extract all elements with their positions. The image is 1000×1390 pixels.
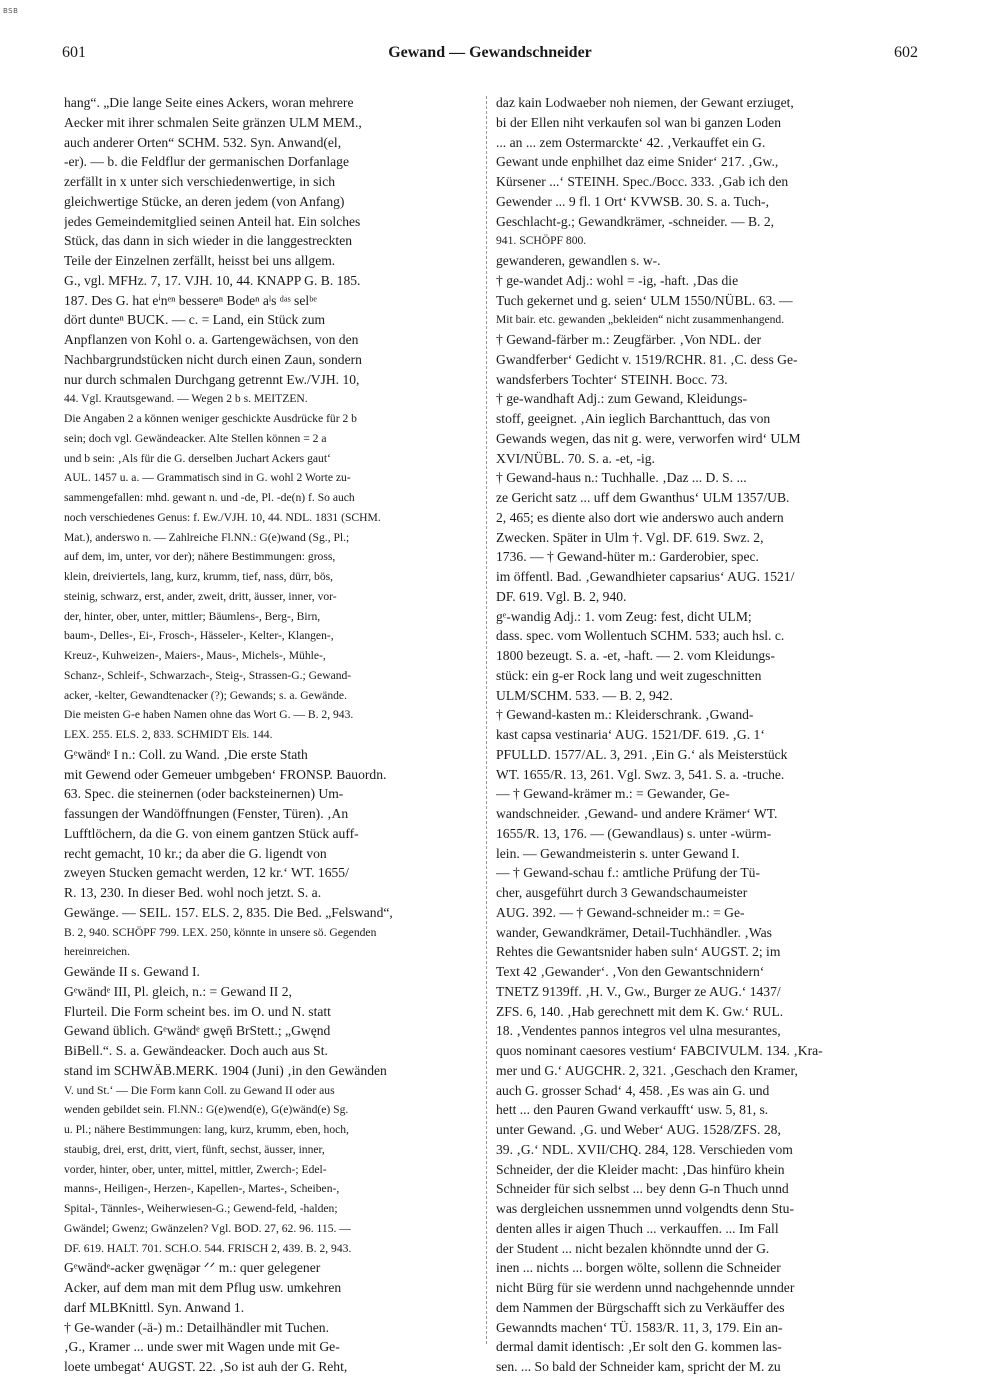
text-line: zweyen Stucken gemacht werden, 12 kr.‘ WT. 1655/: [64, 865, 349, 881]
text-line: 187. Des G. hat eⁱnᵉⁿ bessereⁿ Bodeⁿ aˡs ᵈᵃˢ selᵇᵉ: [64, 292, 317, 308]
text-line: fassungen der Wandöffnungen (Fenster, Türen). ‚An: [64, 806, 349, 821]
text-line: inen ... nichts ... borgen wölte, sollenn die Schneider: [496, 1260, 781, 1276]
text-line: 2, 465; es diente also dort wie anderswo auch andern: [496, 509, 784, 525]
text-line: Gewanndts machen‘ TÜ. 1583/R. 11, 3, 179. Ein an-: [496, 1319, 783, 1335]
text-line: stück: ein g-er Rock lang und weit zugeschnitten: [496, 667, 762, 683]
text-line: Text 42 ‚Gewander‘. ‚Von den Gewantschnidern‘: [496, 964, 765, 979]
text-line: vorder, hinter, ober, unter, mittel, mittler, Zwerch-; Edel-: [64, 1162, 327, 1176]
text-line: zerfällt in x unter sich verschiedenwertige, in sich: [64, 174, 336, 189]
text-line: hett ... den Pauren Gwand verkaufft‘ usw. 5, 81, s.: [496, 1102, 769, 1118]
text-line: was dergleichen ussnemmen unnd volgendts denn Stu-: [496, 1201, 795, 1216]
text-line: loete umbegat‘ AUGST. 22. ‚So ist auh der G. Reht,: [64, 1359, 348, 1374]
text-line: B. 2, 940. SCHÖPF 799. LEX. 250, könnte in unsere sö. Gegenden: [64, 925, 377, 939]
text-line: Stück, das dann in sich wieder in die langgestreckten: [64, 233, 353, 249]
text-line: daz kain Lodwaeber noh niemen, der Gewant erziuget,: [496, 95, 794, 110]
text-line: bi der Ellen niht verkaufen sol wan bi ganzen Loden: [496, 114, 781, 130]
text-line: denten alles ir aigen Thuch ... verkauffen. ... Im Fall: [496, 1220, 779, 1236]
text-line: Gewänge. — SEIL. 157. ELS. 2, 835. Die Bed. „Felswand“,: [64, 904, 393, 920]
text-line: WT. 1655/R. 13, 261. Vgl. Swz. 3, 541. S. a. -truche.: [496, 766, 785, 782]
text-line: dem Nammen der Bürgschafft sich zu Verkäuffer des: [496, 1299, 785, 1315]
text-line: AUL. 1457 u. a. — Grammatisch sind in G. wohl 2 Worte zu-: [64, 471, 351, 485]
text-line: gewanderen, gewandlen s. w-.: [496, 253, 661, 268]
text-line: cher, ausgeführt durch 3 Gewandschaumeister: [496, 885, 748, 900]
text-line: Mit bair. etc. gewanden „bekleiden“ nicht zusammenhangend.: [496, 313, 785, 327]
text-line: im öffentl. Bad. ‚Gewandhieter capsarius‘ AUG. 1521/: [496, 569, 795, 584]
text-line: Gᵉwändᵉ III, Pl. gleich, n.: = Gewand II 2,: [64, 983, 292, 999]
text-line: Gᵉwändᵉ I n.: Coll. zu Wand. ‚Die erste Stath: [64, 746, 308, 762]
left-column: [64, 93, 482, 1377]
text-line: quos nominant caesores vestium‘ FABCIVULM. 134. ‚Kra-: [496, 1043, 823, 1058]
text-line: V. und St.‘ — Die Form kann Coll. zu Gewand II oder aus: [64, 1083, 335, 1097]
text-line: u. Pl.; nähere Bestimmungen: lang, kurz, krumm, eben, hoch,: [64, 1123, 349, 1136]
text-line: jedes Gemeindemitglied seinen Anteil hat. Ein solches: [64, 213, 361, 229]
text-line: Schneider für sich selbst ... bey denn G-n Thuch unnd: [496, 1181, 789, 1197]
text-line: stand im SCHWÄB.MERK. 1904 (Juni) ‚in den Gewänden: [64, 1062, 387, 1078]
text-line: Spital-, Tännles-, Weiherwiesen-G.; Gewend-feld, -halden;: [64, 1202, 338, 1215]
text-line: dört dunteⁿ BUCK. — c. = Land, ein Stück zum: [64, 312, 326, 328]
page-number-left: 601: [62, 44, 86, 61]
text-line: klein, dreiviertels, lang, kurz, krumm, tief, nass, dürr, bös,: [64, 570, 334, 583]
text-line: 1736. — † Gewand-hüter m.: Garderobier, spec.: [496, 549, 759, 565]
text-line: Kreuz-, Kuhweizen-, Maiers-, Maus-, Michels-, Mühle-,: [64, 649, 326, 662]
text-line: R. 13, 230. In dieser Bed. wohl noch jetzt. S. a.: [64, 885, 322, 900]
text-line: der Student ... nicht bezalen khönndte unnd der G.: [496, 1240, 770, 1256]
text-line: BiBell.“. S. a. Gewändeacker. Doch auch aus St.: [64, 1043, 328, 1058]
text-line: Lufftlöchern, da die G. von einem gantzen Stück auff-: [64, 825, 359, 841]
text-line: Gewands wegen, das nit g. were, verworfen wird‘ ULM: [496, 430, 801, 446]
text-line: Schanz-, Schleif-, Schwarzach-, Steig-, Strassen-G.; Gewand-: [64, 668, 352, 682]
library-stamp: BSB: [3, 7, 19, 15]
text-line: Gewender ... 9 fl. 1 Ort‘ KVWSB. 30. S. a. Tuch-,: [496, 193, 769, 209]
text-line: PFULLD. 1577/AL. 3, 291. ‚Ein G.‘ als Meisterstück: [496, 746, 788, 762]
text-line: Gwändel; Gwenz; Gwänzelen? Vgl. BOD. 27, 62. 96. 115. —: [64, 1221, 351, 1235]
text-line: † Gewand-färber m.: Zeugfärber. ‚Von NDL. der: [496, 332, 762, 347]
text-line: steinig, schwarz, erst, ander, zweit, dritt, äusser, inner, vor-: [64, 589, 337, 603]
text-line: Gewände II s. Gewand I.: [64, 964, 200, 979]
text-line: acker, -kelter, Gewandtenacker (?); Gewands; s. a. Gewände.: [64, 688, 347, 702]
text-line: wandsferbers Tochter‘ STEINH. Bocc. 73.: [496, 371, 728, 387]
text-line: † ge-wandhaft Adj.: zum Gewand, Kleidungs-: [496, 391, 748, 407]
text-line: sein; doch vgl. Gewändeacker. Alte Stellen können = 2 a: [64, 431, 327, 445]
column-divider: [486, 96, 487, 1344]
text-line: Geschlacht-g.; Gewandkrämer, -schneider. — B. 2,: [496, 213, 775, 229]
text-line: Kürsener ...‘ STEINH. Spec./Bocc. 333. ‚Gab ich den: [496, 174, 789, 189]
text-line: mer und G.‘ AUGCHR. 2, 321. ‚Geschach den Kramer,: [496, 1062, 798, 1078]
right-column: [496, 93, 914, 1377]
text-line: 63. Spec. die steinernen (oder backsteinernen) Um-: [64, 786, 344, 802]
text-line: ULM/SCHM. 533. — B. 2, 942.: [496, 687, 673, 703]
text-line: 44. Vgl. Krautsgewand. — Wegen 2 b s. MEITZEN.: [64, 392, 308, 406]
text-line: wander, Gewandkrämer, Detail-Tuchhändler. ‚Was: [496, 924, 772, 940]
text-line: DF. 619. HALT. 701. SCH.O. 544. FRISCH 2, 439. B. 2, 943.: [64, 1241, 352, 1255]
text-line: — † Gewand-krämer m.: = Gewander, Ge-: [496, 786, 730, 802]
text-line: ‚G., Kramer ... unde swer mit Wagen unde mit Ge-: [64, 1339, 340, 1355]
text-line: noch verschiedenes Genus: f. Ew./VJH. 10, 44. NDL. 1831 (SCHM.: [64, 510, 381, 524]
text-line: Anpflanzen von Kohl o. a. Gartengewächsen, von den: [64, 332, 359, 347]
text-line: manns-, Heiligen-, Herzen-, Kapellen-, Martes-, Scheiben-,: [64, 1182, 340, 1196]
text-line: ... an ... zem Ostermarckte‘ 42. ‚Verkauffet ein G.: [496, 134, 766, 150]
text-line: TNETZ 9139ff. ‚H. V., Gw., Burger ze AUG.‘ 1437/: [496, 983, 781, 999]
text-line: hereinreichen.: [64, 945, 130, 959]
text-line: auf dem, im, unter, vor der); nähere Bestimmungen: gross,: [64, 550, 336, 564]
text-line: lein. — Gewandmeisterin s. unter Gewand I.: [496, 845, 740, 861]
text-line: Nachbargrundstücken nicht durch einen Zaun, sondern: [64, 351, 362, 367]
text-line: auch G. grosser Schad‘ 4, 458. ‚Es was ain G. und: [496, 1082, 770, 1098]
text-line: Aecker mit ihrer schmalen Seite gränzen ULM MEM.,: [64, 114, 362, 130]
text-line: baum-, Delles-, Ei-, Frosch-, Hässeler-, Kelter-, Klangen-,: [64, 629, 334, 643]
text-line: † Gewand-kasten m.: Kleiderschrank. ‚Gwand-: [496, 707, 754, 723]
text-line: der, hinter, ober, unter, mittler; Bäumlens-, Berg-, Birn,: [64, 609, 321, 623]
page-number-right: 602: [894, 44, 918, 61]
text-line: G., vgl. MFHz. 7, 17. VJH. 10, 44. KNAPP G. B. 185.: [64, 272, 361, 288]
text-line: Acker, auf dem man mit dem Pflug usw. umkehren: [64, 1280, 342, 1295]
text-line: 39. ‚G.‘ NDL. XVII/CHQ. 284, 128. Verschieden vom: [496, 1141, 793, 1157]
text-line: Mat.), anderswo n. — Zahlreiche Fl.NN.: G(e)wand (Sg., Pl.;: [64, 530, 350, 544]
text-line: — † Gewand-schau f.: amtliche Prüfung der Tü-: [496, 865, 760, 881]
text-line: darf MLBKnittl. Syn. Anwand 1.: [64, 1299, 245, 1315]
text-line: XVI/NÜBL. 70. S. a. -et, -ig.: [496, 450, 655, 466]
text-line: 1655/R. 13, 176. — (Gewandlaus) s. unter -würm-: [496, 825, 772, 841]
text-line: 941. SCHÖPF 800.: [496, 234, 587, 248]
text-line: LEX. 255. ELS. 2, 833. SCHMIDT Els. 144.: [64, 728, 273, 741]
text-line: stoff, geeignet. ‚Ain ieglich Barchanttuch, das von: [496, 411, 771, 426]
text-line: Die meisten G-e haben Namen ohne das Wort G. — B. 2, 943.: [64, 708, 354, 722]
text-line: auch anderer Orten“ SCHM. 532. Syn. Anwand(el,: [64, 134, 342, 150]
text-line: Gᵉwändᵉ-acker gwęnägər ᐟᐟ m.: quer gelegener: [64, 1260, 321, 1276]
text-line: -er). — b. die Feldflur der germanischen Dorfanlage: [64, 154, 349, 170]
text-line: ZFS. 6, 140. ‚Hab gerechnett mit dem K. Gw.‘ RUL.: [496, 1003, 784, 1019]
text-line: Schneider, der die Kleider macht: ‚Das hinfüro khein: [496, 1161, 785, 1177]
page-header: [62, 44, 918, 70]
text-line: dass. spec. vom Wollentuch SCHM. 533; auch hsl. c.: [496, 628, 785, 644]
text-line: gᵉ-wandig Adj.: 1. vom Zeug: fest, dicht ULM;: [496, 608, 752, 624]
text-line: AUG. 392. — † Gewand-schneider m.: = Ge-: [496, 904, 745, 920]
text-line: 1800 bezeugt. S. a. -et, -haft. — 2. vom Kleidungs-: [496, 648, 775, 663]
text-line: 18. ‚Vendentes pannos integros vel ulna mesurantes,: [496, 1023, 781, 1039]
text-line: DF. 619. Vgl. B. 2, 940.: [496, 588, 627, 604]
running-head: Gewand — Gewandschneider: [388, 44, 592, 61]
text-line: staubig, drei, erst, dritt, viert, fünft, sechst, äusser, inner,: [64, 1142, 325, 1156]
text-line: sammengefallen: mhd. gewant n. und -de, Pl. -de(n) f. So auch: [64, 491, 355, 504]
text-line: dermal damit identisch: ‚Er solt den G. kommen las-: [496, 1339, 782, 1355]
text-line: Die Angaben 2 a können weniger geschickte Ausdrücke für 2 b: [64, 412, 357, 425]
text-line: Flurteil. Die Form scheint bes. im O. und N. statt: [64, 1003, 331, 1019]
text-line: † ge-wandet Adj.: wohl = -ig, -haft. ‚Das die: [496, 272, 739, 288]
text-line: sen. ... So bald der Schneider kam, spricht der M. zu: [496, 1359, 781, 1374]
text-line: wenden gebildet sein. Fl.NN.: G(e)wend(e), G(e)wänd(e) Sg.: [64, 1103, 349, 1117]
text-line: Gwandferber‘ Gedicht v. 1519/RCHR. 81. ‚C. dess Ge-: [496, 351, 798, 367]
text-line: hang“. „Die lange Seite eines Ackers, woran mehrere: [64, 95, 354, 110]
text-line: † Ge-wander (-ä-) m.: Detailhändler mit Tuchen.: [64, 1319, 329, 1335]
text-line: Gewant unde enphilhet daz eime Snider‘ 217. ‚Gw.,: [496, 154, 779, 170]
text-line: nicht Bürg für sie werdenn unnd nachgehennde unnder: [496, 1280, 795, 1295]
text-line: nur durch schmalen Durchgang getrennt Ew./VJH. 10,: [64, 371, 360, 387]
text-line: wandschneider. ‚Gewand- und andere Krämer‘ WT.: [496, 806, 778, 821]
text-line: Rehtes die Gewantsnider haben suln‘ AUGST. 2; im: [496, 944, 781, 960]
text-line: ze Gericht satz ... uff dem Gwanthus‘ ULM 1357/UB.: [496, 490, 790, 505]
text-line: Zwecken. Später in Ulm †. Vgl. DF. 619. Swz. 2,: [496, 529, 764, 545]
text-line: Gewand üblich. Gᵉwändᵉ gwęn̄ BrStett.; „Gwęnd: [64, 1023, 331, 1039]
text-line: recht gemacht, 10 kr.; da aber die G. ligendt von: [64, 845, 327, 861]
text-line: unter Gewand. ‚G. und Weber‘ AUG. 1528/ZFS. 28,: [496, 1122, 781, 1137]
text-line: mit Gewend oder Gemeuer umbgeben‘ FRONSP. Bauordn.: [64, 766, 387, 782]
text-line: Teile der Einzelnen zerfällt, heisst bei uns allgem.: [64, 253, 336, 268]
text-line: † Gewand-haus n.: Tuchhalle. ‚Daz ... D. S. ...: [496, 470, 747, 486]
text-line: und b sein: ‚Als für die G. derselben Juchart Ackers gaut‘: [64, 451, 331, 465]
text-line: gleichwertige Stücke, an deren jedem (von Anfang): [64, 193, 345, 209]
text-line: Tuch gekernet und g. seien‘ ULM 1550/NÜBL. 63. —: [496, 292, 793, 308]
text-line: kast capsa vestinaria‘ AUG. 1521/DF. 619. ‚G. 1‘: [496, 727, 765, 742]
